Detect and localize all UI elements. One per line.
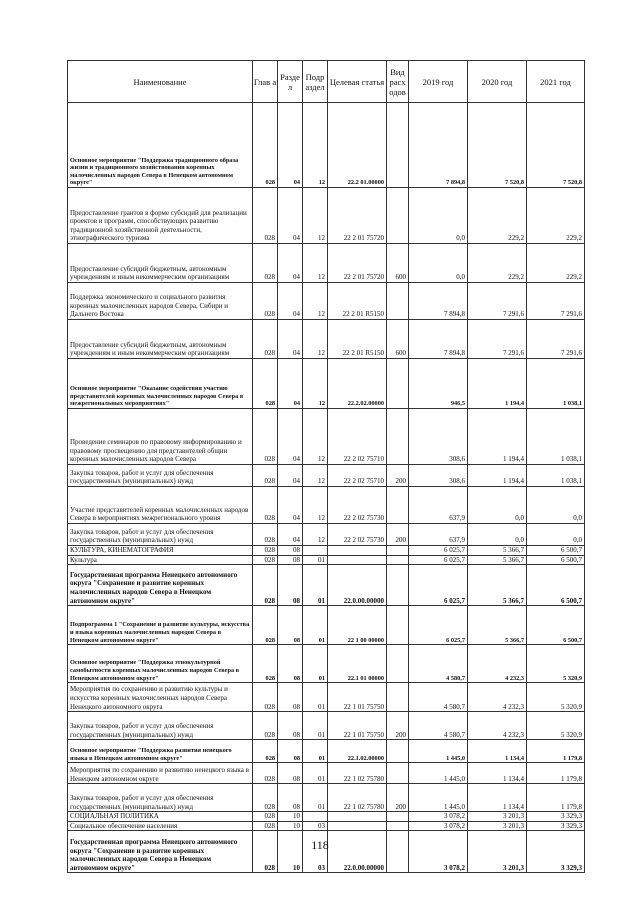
row-razdel: 08 bbox=[278, 683, 303, 712]
row-value-2019: 4 580,7 bbox=[409, 683, 468, 712]
row-name: Культура bbox=[68, 555, 253, 565]
row-glava: 028 bbox=[253, 683, 278, 712]
row-glava: 028 bbox=[253, 103, 278, 188]
row-name: Государственная программа Ненецкого автономного округа "Сохранение и развитие коренных малочисленных народов Севера в Ненецком автономном округе" bbox=[68, 565, 253, 606]
row-glava: 028 bbox=[253, 784, 278, 812]
row-glava: 028 bbox=[253, 606, 278, 645]
table-row bbox=[68, 487, 585, 524]
row-target-article: 22 2 01 R5150 bbox=[328, 283, 387, 320]
row-razdel: 08 bbox=[278, 555, 303, 565]
row-target-article bbox=[328, 546, 387, 556]
row-razdel: 08 bbox=[278, 606, 303, 645]
row-razdel: 08 bbox=[278, 784, 303, 812]
table-row bbox=[68, 546, 585, 556]
row-target-article: 22 2 02 75710 bbox=[328, 409, 387, 465]
row-glava: 028 bbox=[253, 409, 278, 465]
row-podrazdel: 01 bbox=[303, 784, 328, 812]
row-value-2020: 0,0 bbox=[468, 487, 527, 524]
row-expense-type: 200 bbox=[387, 465, 409, 487]
row-name: Основное мероприятие "Оказание содействия участию представителей коренных малочисленных народов Севера в межрегиональных мероприятиях" bbox=[68, 359, 253, 409]
row-podrazdel: 03 bbox=[303, 831, 328, 873]
table-row bbox=[68, 645, 585, 683]
row-glava: 028 bbox=[253, 283, 278, 320]
row-value-2020: 7 291,6 bbox=[468, 320, 527, 359]
row-razdel: 10 bbox=[278, 812, 303, 822]
row-value-2020: 4 232,3 bbox=[468, 645, 527, 683]
row-value-2020: 3 201,3 bbox=[468, 812, 527, 822]
row-podrazdel: 12 bbox=[303, 487, 328, 524]
row-razdel: 04 bbox=[278, 188, 303, 244]
row-value-2019: 637,9 bbox=[409, 487, 468, 524]
row-glava: 028 bbox=[253, 763, 278, 784]
row-razdel: 04 bbox=[278, 103, 303, 188]
header-2020: 2020 год bbox=[468, 61, 527, 103]
table-row bbox=[68, 565, 585, 606]
header-name: Наименование bbox=[68, 61, 253, 103]
row-target-article bbox=[328, 821, 387, 831]
row-expense-type bbox=[387, 645, 409, 683]
row-value-2021: 0,0 bbox=[527, 524, 585, 546]
table-row bbox=[68, 409, 585, 465]
row-value-2021: 1 179,8 bbox=[527, 740, 585, 763]
row-value-2020: 5 366,7 bbox=[468, 606, 527, 645]
row-value-2021: 0,0 bbox=[527, 487, 585, 524]
row-value-2020: 229,2 bbox=[468, 244, 527, 283]
budget-table bbox=[67, 60, 585, 873]
row-value-2020: 7 520,8 bbox=[468, 103, 527, 188]
row-value-2021: 5 320,9 bbox=[527, 683, 585, 712]
row-podrazdel: 01 bbox=[303, 555, 328, 565]
row-value-2021: 1 038,1 bbox=[527, 359, 585, 409]
row-glava: 028 bbox=[253, 831, 278, 873]
row-name: Государственная программа Ненецкого автономного округа "Сохранение и развитие коренных малочисленных народов Севера в Ненецком автономном округе" bbox=[68, 831, 253, 873]
row-value-2021: 229,2 bbox=[527, 244, 585, 283]
row-value-2020: 3 201,3 bbox=[468, 831, 527, 873]
row-value-2021: 1 038,1 bbox=[527, 465, 585, 487]
row-value-2021: 1 179,8 bbox=[527, 763, 585, 784]
row-expense-type bbox=[387, 606, 409, 645]
row-podrazdel: 12 bbox=[303, 103, 328, 188]
row-value-2021: 5 320,9 bbox=[527, 645, 585, 683]
row-razdel: 04 bbox=[278, 524, 303, 546]
table-row bbox=[68, 712, 585, 740]
row-value-2019: 6 025,7 bbox=[409, 546, 468, 556]
row-value-2019: 3 078,2 bbox=[409, 831, 468, 873]
row-glava: 028 bbox=[253, 821, 278, 831]
row-glava: 028 bbox=[253, 465, 278, 487]
row-glava: 028 bbox=[253, 712, 278, 740]
row-value-2019: 6 025,7 bbox=[409, 606, 468, 645]
row-target-article: 22 1 01 75750 bbox=[328, 683, 387, 712]
row-razdel: 04 bbox=[278, 409, 303, 465]
row-value-2021: 1 179,8 bbox=[527, 784, 585, 812]
row-target-article: 22 2 02 75730 bbox=[328, 487, 387, 524]
row-value-2020: 1 134,4 bbox=[468, 784, 527, 812]
row-razdel: 04 bbox=[278, 359, 303, 409]
table-row bbox=[68, 821, 585, 831]
row-razdel: 04 bbox=[278, 320, 303, 359]
row-value-2019: 1 445,0 bbox=[409, 784, 468, 812]
row-glava: 028 bbox=[253, 645, 278, 683]
row-glava: 028 bbox=[253, 740, 278, 763]
row-value-2020: 0,0 bbox=[468, 524, 527, 546]
row-value-2019: 6 025,7 bbox=[409, 555, 468, 565]
row-podrazdel: 12 bbox=[303, 188, 328, 244]
row-podrazdel: 01 bbox=[303, 565, 328, 606]
row-value-2021: 7 291,6 bbox=[527, 283, 585, 320]
row-value-2019: 4 580,7 bbox=[409, 712, 468, 740]
row-expense-type bbox=[387, 103, 409, 188]
header-2021: 2021 год bbox=[527, 61, 585, 103]
row-target-article: 22 2 02 75730 bbox=[328, 524, 387, 546]
table-row bbox=[68, 784, 585, 812]
row-podrazdel: 12 bbox=[303, 465, 328, 487]
row-value-2019: 0,0 bbox=[409, 188, 468, 244]
row-value-2021: 1 038,1 bbox=[527, 409, 585, 465]
row-expense-type: 200 bbox=[387, 784, 409, 812]
row-target-article: 22 1 02 75780 bbox=[328, 784, 387, 812]
row-glava: 028 bbox=[253, 188, 278, 244]
row-expense-type bbox=[387, 812, 409, 822]
row-expense-type bbox=[387, 740, 409, 763]
table-row bbox=[68, 465, 585, 487]
row-expense-type bbox=[387, 683, 409, 712]
header-razdel: Разде л bbox=[278, 61, 303, 103]
row-name: Основное мероприятие "Поддержка этнокультурной самобытности коренных малочисленных народов Севера в Ненецком автономном округе" bbox=[68, 645, 253, 683]
row-name: Подпрограмма 1 "Сохранение и развитие культуры, искусства и языка коренных малочисленных народов Севера в Ненецком автономном округе" bbox=[68, 606, 253, 645]
row-value-2019: 308,6 bbox=[409, 409, 468, 465]
row-podrazdel: 12 bbox=[303, 524, 328, 546]
row-razdel: 04 bbox=[278, 283, 303, 320]
row-glava: 028 bbox=[253, 565, 278, 606]
row-value-2020: 4 232,3 bbox=[468, 683, 527, 712]
row-value-2019: 3 078,2 bbox=[409, 812, 468, 822]
row-target-article: 22 2 01 R5150 bbox=[328, 320, 387, 359]
table-row bbox=[68, 555, 585, 565]
row-value-2021: 6 500,7 bbox=[527, 606, 585, 645]
row-expense-type: 600 bbox=[387, 320, 409, 359]
row-name: Основное мероприятие "Поддержка развития ненецкого языка в Ненецком автономном округе" bbox=[68, 740, 253, 763]
row-name: Закупка товаров, работ и услуг для обеспечения государственных (муниципальных) нужд bbox=[68, 465, 253, 487]
row-value-2020: 7 291,6 bbox=[468, 283, 527, 320]
row-glava: 028 bbox=[253, 487, 278, 524]
row-razdel: 04 bbox=[278, 465, 303, 487]
row-razdel: 08 bbox=[278, 645, 303, 683]
header-glava: Глав а bbox=[253, 61, 278, 103]
header-target-article: Целевая статья bbox=[328, 61, 387, 103]
row-value-2020: 4 232,3 bbox=[468, 712, 527, 740]
row-value-2020: 1 194,4 bbox=[468, 359, 527, 409]
row-value-2020: 5 366,7 bbox=[468, 546, 527, 556]
row-value-2020: 1 194,4 bbox=[468, 465, 527, 487]
row-name: Закупка товаров, работ и услуг для обеспечения государственных (муниципальных) нужд bbox=[68, 524, 253, 546]
table-row bbox=[68, 359, 585, 409]
row-value-2019: 637,9 bbox=[409, 524, 468, 546]
row-name: Проведение семинаров по правовому информированию и правовому просвещению для представителей общин коренных малочисленных народов Севера bbox=[68, 409, 253, 465]
row-value-2021: 5 320,9 bbox=[527, 712, 585, 740]
row-target-article bbox=[328, 555, 387, 565]
row-name: Участие представителей коренных малочисленных народов Севера в мероприятиях межрегионального уровня bbox=[68, 487, 253, 524]
row-value-2019: 7 894,8 bbox=[409, 103, 468, 188]
row-target-article: 22 2 01 75720 bbox=[328, 188, 387, 244]
row-expense-type: 200 bbox=[387, 712, 409, 740]
header-podrazdel: Подр аздел bbox=[303, 61, 328, 103]
row-value-2020: 3 201,3 bbox=[468, 821, 527, 831]
row-razdel: 10 bbox=[278, 831, 303, 873]
row-target-article: 22.0.00.00000 bbox=[328, 831, 387, 873]
row-name: Предоставление субсидий бюджетным, автономным учреждениям и иным некоммерческим организациям bbox=[68, 320, 253, 359]
row-target-article: 22 1 01 75750 bbox=[328, 712, 387, 740]
row-value-2020: 5 366,7 bbox=[468, 555, 527, 565]
row-target-article: 22.1 01 00000 bbox=[328, 645, 387, 683]
row-podrazdel: 01 bbox=[303, 740, 328, 763]
table-row bbox=[68, 524, 585, 546]
row-target-article: 22 2 02 75710 bbox=[328, 465, 387, 487]
table-row bbox=[68, 763, 585, 784]
row-expense-type bbox=[387, 821, 409, 831]
row-name: Предоставление грантов в форме субсидий для реализации проектов и программ, способствующих развитию традиционной хозяйственной деятельности, этнографического туризма bbox=[68, 188, 253, 244]
row-name: Поддержка экономического и социального развития коренных малочисленных народов Севера, Сибири и Дальнего Востока bbox=[68, 283, 253, 320]
row-value-2019: 308,6 bbox=[409, 465, 468, 487]
row-glava: 028 bbox=[253, 320, 278, 359]
row-value-2021: 3 329,3 bbox=[527, 821, 585, 831]
row-value-2020: 5 366,7 bbox=[468, 565, 527, 606]
row-podrazdel: 12 bbox=[303, 283, 328, 320]
row-expense-type bbox=[387, 188, 409, 244]
row-expense-type: 200 bbox=[387, 524, 409, 546]
row-name: Социальное обеспечение населения bbox=[68, 821, 253, 831]
row-glava: 028 bbox=[253, 812, 278, 822]
row-razdel: 10 bbox=[278, 821, 303, 831]
row-value-2019: 0,0 bbox=[409, 244, 468, 283]
row-name: Мероприятия по сохранению и развитию ненецкого языка в Ненецком автономном округе bbox=[68, 763, 253, 784]
page-number: 118 bbox=[311, 838, 329, 852]
row-name: Закупка товаров, работ и услуг для обеспечения государственных (муниципальных) нужд bbox=[68, 712, 253, 740]
row-value-2019: 4 580,7 bbox=[409, 645, 468, 683]
row-podrazdel: 01 bbox=[303, 645, 328, 683]
row-target-article: 22.1.02.00000 bbox=[328, 740, 387, 763]
row-razdel: 04 bbox=[278, 244, 303, 283]
row-name: Закупка товаров, работ и услуг для обеспечения государственных (муниципальных) нужд bbox=[68, 784, 253, 812]
table-row bbox=[68, 103, 585, 188]
row-expense-type bbox=[387, 763, 409, 784]
row-value-2021: 3 329,3 bbox=[527, 812, 585, 822]
row-target-article: 22 2 01 75720 bbox=[328, 244, 387, 283]
row-razdel: 08 bbox=[278, 763, 303, 784]
table-row bbox=[68, 244, 585, 283]
table-row bbox=[68, 740, 585, 763]
row-glava: 028 bbox=[253, 546, 278, 556]
row-value-2019: 946,5 bbox=[409, 359, 468, 409]
row-target-article: 22 1 02 75780 bbox=[328, 763, 387, 784]
row-expense-type bbox=[387, 555, 409, 565]
row-glava: 028 bbox=[253, 244, 278, 283]
row-razdel: 08 bbox=[278, 740, 303, 763]
row-value-2020: 229,2 bbox=[468, 188, 527, 244]
row-value-2020: 1 134,4 bbox=[468, 763, 527, 784]
row-podrazdel: 01 bbox=[303, 712, 328, 740]
row-glava: 028 bbox=[253, 555, 278, 565]
row-expense-type bbox=[387, 546, 409, 556]
row-value-2019: 7 894,8 bbox=[409, 283, 468, 320]
table-row bbox=[68, 683, 585, 712]
table-row bbox=[68, 188, 585, 244]
table-row bbox=[68, 812, 585, 822]
row-podrazdel: 12 bbox=[303, 320, 328, 359]
header-2019: 2019 год bbox=[409, 61, 468, 103]
row-name: Предоставление субсидий бюджетным, автономным учреждениям и иным некоммерческим организациям bbox=[68, 244, 253, 283]
row-podrazdel: 01 bbox=[303, 763, 328, 784]
row-value-2019: 3 078,2 bbox=[409, 821, 468, 831]
row-target-article: 22.2.02.00000 bbox=[328, 359, 387, 409]
row-value-2021: 3 329,3 bbox=[527, 831, 585, 873]
row-value-2021: 6 500,7 bbox=[527, 546, 585, 556]
row-value-2019: 1 445,0 bbox=[409, 740, 468, 763]
row-razdel: 04 bbox=[278, 487, 303, 524]
row-target-article bbox=[328, 812, 387, 822]
row-podrazdel: 12 bbox=[303, 244, 328, 283]
row-value-2021: 229,2 bbox=[527, 188, 585, 244]
row-value-2019: 7 894,8 bbox=[409, 320, 468, 359]
row-razdel: 08 bbox=[278, 565, 303, 606]
row-value-2021: 6 500,7 bbox=[527, 565, 585, 606]
row-podrazdel: 01 bbox=[303, 606, 328, 645]
row-expense-type bbox=[387, 487, 409, 524]
header-expense-type: Вид расх одов bbox=[387, 61, 409, 103]
row-value-2020: 1 194,4 bbox=[468, 409, 527, 465]
row-name: КУЛЬТУРА, КИНЕМАТОГРАФИЯ bbox=[68, 546, 253, 556]
row-value-2021: 7 291,6 bbox=[527, 320, 585, 359]
row-target-article: 22.0.00.00000 bbox=[328, 565, 387, 606]
row-expense-type: 600 bbox=[387, 244, 409, 283]
row-expense-type bbox=[387, 283, 409, 320]
row-expense-type bbox=[387, 565, 409, 606]
header-row bbox=[68, 61, 585, 103]
table-row bbox=[68, 283, 585, 320]
row-razdel: 08 bbox=[278, 712, 303, 740]
row-target-article: 22.2 01.00000 bbox=[328, 103, 387, 188]
row-name: Основное мероприятие "Поддержка традиционного образа жизни и традиционного хозяйствования коренных малочисленных народов Севера в Ненецком автономном округе" bbox=[68, 103, 253, 188]
row-value-2020: 1 134,4 bbox=[468, 740, 527, 763]
row-name: СОЦИАЛЬНАЯ ПОЛИТИКА bbox=[68, 812, 253, 822]
row-value-2021: 6 500,7 bbox=[527, 555, 585, 565]
row-expense-type bbox=[387, 359, 409, 409]
row-podrazdel: 12 bbox=[303, 409, 328, 465]
row-razdel: 08 bbox=[278, 546, 303, 556]
row-podrazdel: 12 bbox=[303, 359, 328, 409]
row-podrazdel: 03 bbox=[303, 821, 328, 831]
row-value-2019: 1 445,0 bbox=[409, 763, 468, 784]
row-name: Мероприятия по сохранению и развитию культуры и искусства коренных малочисленных народов Севера Ненецкого автономного округа bbox=[68, 683, 253, 712]
row-podrazdel bbox=[303, 812, 328, 822]
row-podrazdel: 01 bbox=[303, 683, 328, 712]
row-glava: 028 bbox=[253, 524, 278, 546]
table-row bbox=[68, 320, 585, 359]
row-value-2021: 7 520,8 bbox=[527, 103, 585, 188]
row-target-article: 22 1 00 00000 bbox=[328, 606, 387, 645]
row-podrazdel bbox=[303, 546, 328, 556]
row-expense-type bbox=[387, 409, 409, 465]
row-value-2019: 6 025,7 bbox=[409, 565, 468, 606]
table-row bbox=[68, 606, 585, 645]
row-glava: 028 bbox=[253, 359, 278, 409]
